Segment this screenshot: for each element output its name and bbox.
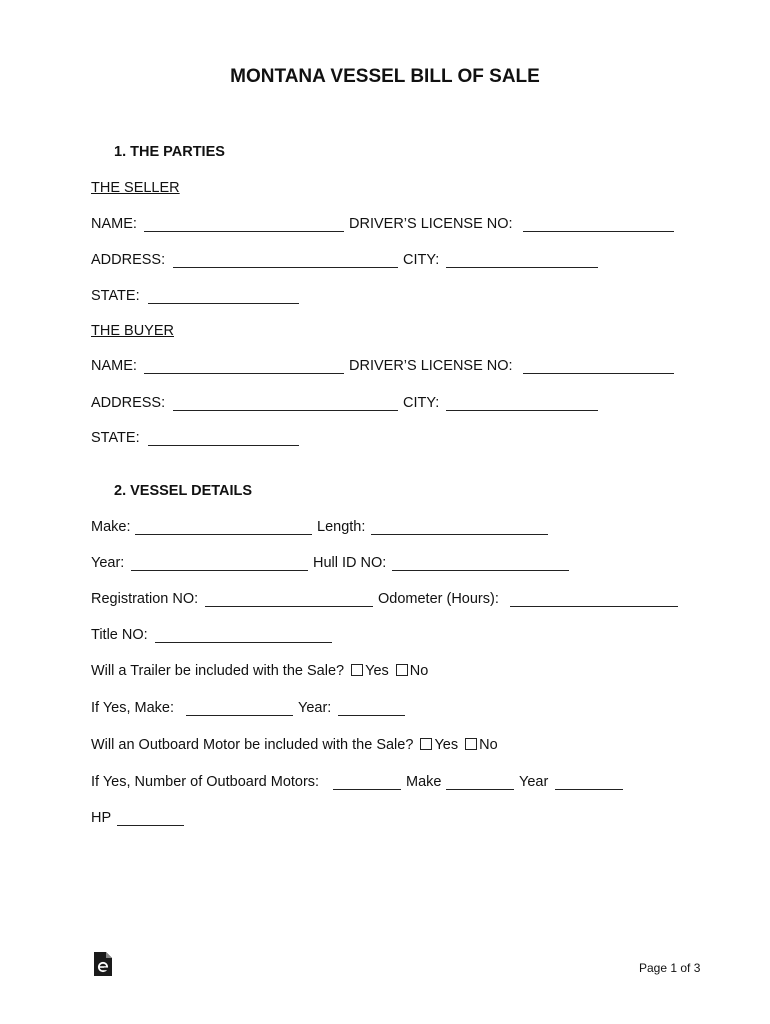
seller-state-field[interactable]	[148, 303, 299, 304]
year-label: Year:	[91, 555, 125, 571]
buyer-name-field[interactable]	[144, 373, 344, 374]
hp-label: HP	[91, 810, 112, 826]
trailer-question-text: Will a Trailer be included with the Sale?	[91, 663, 345, 679]
buyer-city-field[interactable]	[446, 410, 598, 411]
buyer-license-label: DRIVER’S LICENSE NO:	[349, 358, 513, 374]
seller-city-field[interactable]	[446, 267, 598, 268]
buyer-name-label: NAME:	[91, 358, 137, 374]
motor-year-field[interactable]	[555, 789, 623, 790]
buyer-city-label: CITY:	[403, 395, 440, 411]
trailer-yes-checkbox[interactable]	[351, 664, 363, 676]
title-no-field[interactable]	[155, 642, 332, 643]
length-field[interactable]	[371, 534, 548, 535]
motor-count-label: If Yes, Number of Outboard Motors:	[91, 774, 320, 790]
seller-name-label: NAME:	[91, 216, 137, 232]
trailer-make-field[interactable]	[186, 715, 293, 716]
motor-make-label: Make	[406, 774, 442, 790]
document-title: MONTANA VESSEL BILL OF SALE	[230, 66, 540, 87]
seller-heading: THE SELLER	[91, 180, 180, 196]
title-no-label: Title NO:	[91, 627, 148, 643]
seller-address-label: ADDRESS:	[91, 252, 166, 268]
hull-id-field[interactable]	[392, 570, 569, 571]
document-e-icon	[94, 952, 112, 981]
buyer-license-field[interactable]	[523, 373, 674, 374]
trailer-no-label: No	[409, 663, 429, 679]
buyer-state-label: STATE:	[91, 430, 140, 446]
trailer-make-label: If Yes, Make:	[91, 700, 175, 716]
motor-question	[91, 737, 498, 753]
length-label: Length:	[317, 519, 366, 535]
seller-address-field[interactable]	[173, 267, 398, 268]
trailer-no-checkbox[interactable]	[396, 664, 408, 676]
seller-license-field[interactable]	[523, 231, 674, 232]
hp-field[interactable]	[117, 825, 184, 826]
registration-label: Registration NO:	[91, 591, 199, 607]
trailer-year-label: Year:	[298, 700, 332, 716]
odometer-field[interactable]	[510, 606, 678, 607]
seller-license-label: DRIVER’S LICENSE NO:	[349, 216, 513, 232]
motor-no-checkbox[interactable]	[465, 738, 477, 750]
year-field[interactable]	[131, 570, 308, 571]
buyer-address-label: ADDRESS:	[91, 395, 166, 411]
trailer-question	[91, 663, 428, 679]
buyer-address-field[interactable]	[173, 410, 398, 411]
seller-name-field[interactable]	[144, 231, 344, 232]
registration-field[interactable]	[205, 606, 373, 607]
motor-yes-label: Yes	[434, 737, 459, 753]
make-label: Make:	[91, 519, 131, 535]
buyer-state-field[interactable]	[148, 445, 299, 446]
section-vessel-heading: 2. VESSEL DETAILS	[114, 483, 253, 499]
trailer-yes-label: Yes	[365, 663, 389, 679]
seller-city-label: CITY:	[403, 252, 440, 268]
make-field[interactable]	[135, 534, 312, 535]
motor-make-field[interactable]	[446, 789, 514, 790]
trailer-year-field[interactable]	[338, 715, 405, 716]
motor-year-label: Year	[519, 774, 549, 790]
hull-id-label: Hull ID NO:	[313, 555, 387, 571]
motor-count-field[interactable]	[333, 789, 401, 790]
buyer-heading: THE BUYER	[91, 323, 174, 339]
seller-state-label: STATE:	[91, 288, 140, 304]
motor-yes-checkbox[interactable]	[420, 738, 432, 750]
page-number: Page 1 of 3	[639, 961, 701, 975]
motor-no-label: No	[479, 737, 498, 753]
motor-question-text: Will an Outboard Motor be included with the Sale?	[91, 737, 414, 753]
section-parties-heading: 1. THE PARTIES	[114, 144, 225, 160]
odometer-label: Odometer (Hours):	[378, 591, 499, 607]
